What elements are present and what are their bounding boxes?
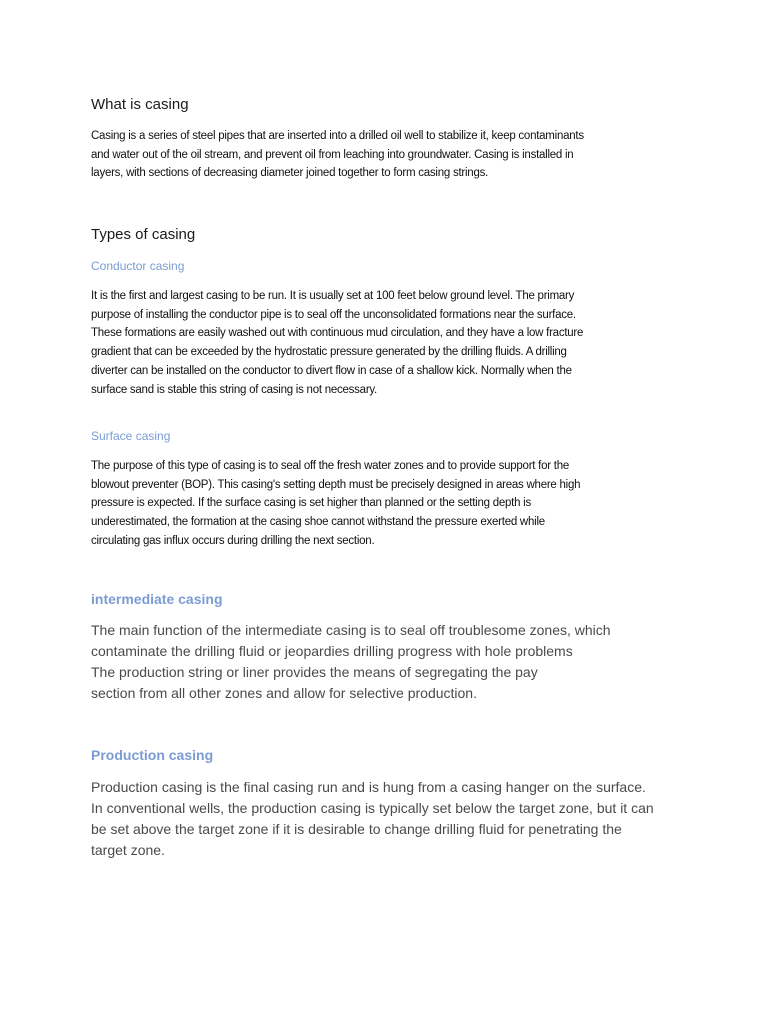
text-line: and water out of the oil stream, and prevent oil from leaching into groundwater. Casing is installed in [91,148,574,161]
text-line: The purpose of this type of casing is to seal off the fresh water zones and to provide support for the [91,460,570,472]
text-line: Production casing is the final casing run and is hung from a casing hanger on the surface. [91,779,646,795]
subheading-intermediate-casing: intermediate casing [91,591,223,607]
paragraph-intermediate-casing [91,620,691,704]
text-line: surface sand is stable this string of casing is not necessary. [91,383,377,396]
subheading-surface-casing: Surface casing [91,429,171,443]
text-line: target zone. [91,842,165,858]
text-line: The main function of the intermediate casing is to seal off troublesome zones, which [91,622,611,638]
text-line: diverter can be installed on the conductor to divert flow in case of a shallow kick. Normally when the [91,364,572,377]
text-line: contaminate the drilling fluid or jeopardies drilling progress with hole problems [91,643,573,659]
paragraph-what-is-casing [91,127,691,183]
text-line: circulating gas influx occurs during drilling the next section. [91,534,375,547]
heading-what-is-casing: What is casing [91,96,189,113]
text-line: underestimated, the formation at the casing shoe cannot withstand the pressure exerted while [91,516,545,529]
text-line: gradient that can be exceeded by the hydrostatic pressure generated by the drilling fluids. A drilling [91,346,567,359]
paragraph-production-casing [91,777,691,861]
text-line: It is the first and largest casing to be run. It is usually set at 100 feet below ground level. The primary [91,290,575,302]
heading-types-of-casing: Types of casing [91,226,196,243]
text-line: layers, with sections of decreasing diameter joined together to form casing strings. [91,167,489,180]
text-line: be set above the target zone if it is desirable to change drilling fluid for penetrating the [91,821,622,837]
subheading-conductor-casing: Conductor casing [91,259,185,273]
text-line: The production string or liner provides the means of segregating the pay [91,664,538,680]
text-line: These formations are easily washed out with continuous mud circulation, and they have a low fracture [91,327,584,340]
text-line: pressure is expected. If the surface casing is set higher than planned or the setting depth is [91,497,531,510]
text-line: blowout preventer (BOP). This casing's setting depth must be precisely designed in areas where high [91,478,581,491]
subheading-production-casing: Production casing [91,747,214,763]
paragraph-conductor-casing [91,287,691,399]
text-line: section from all other zones and allow for selective production. [91,685,477,701]
paragraph-surface-casing [91,457,691,551]
text-line: purpose of installing the conductor pipe is to seal off the unconsolidated formations near the surface. [91,308,576,321]
text-line: In conventional wells, the production casing is typically set below the target zone, but it can [91,800,654,816]
text-line: Casing is a series of steel pipes that are inserted into a drilled oil well to stabilize it, keep contaminants [91,130,584,142]
